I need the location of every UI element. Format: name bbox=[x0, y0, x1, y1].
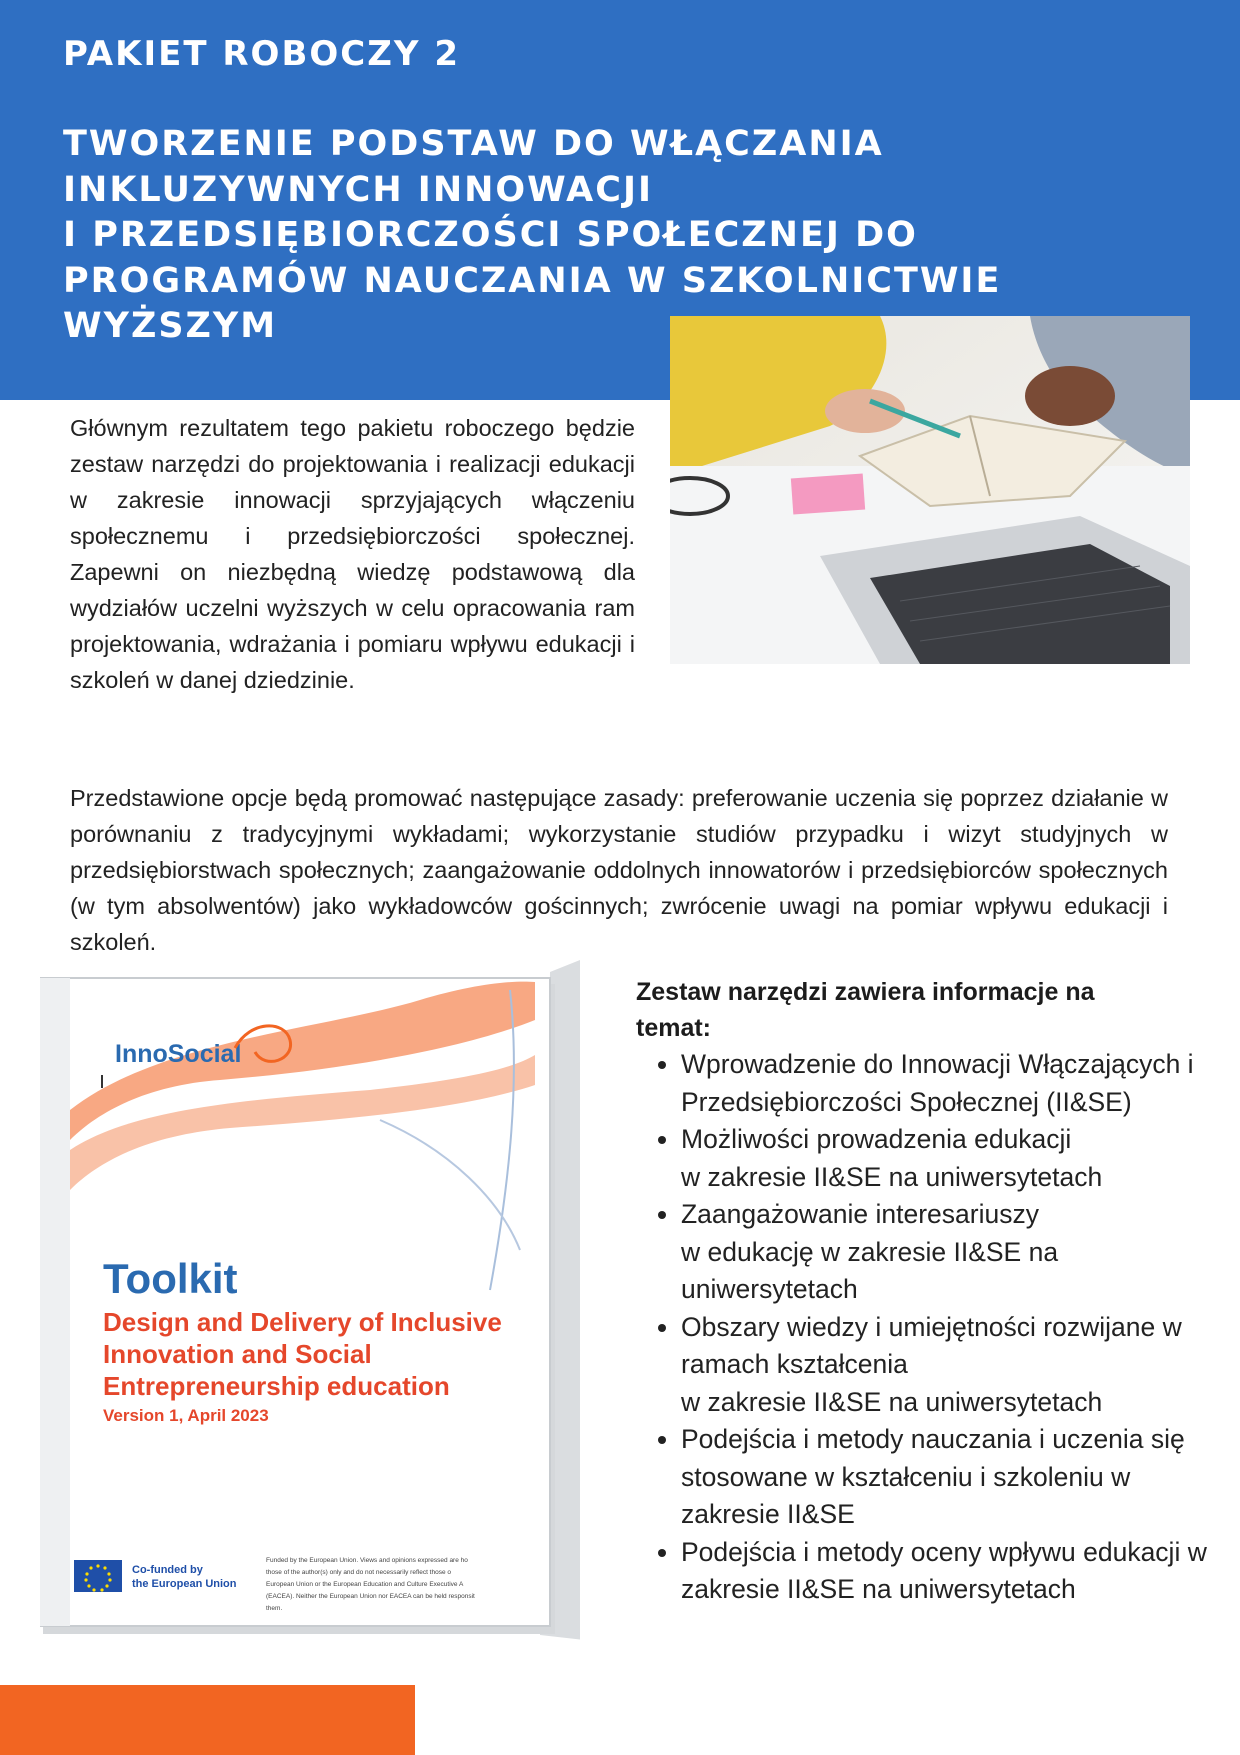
list-item: • Wprowadzenie do Innowacji Włączających i Przedsiębiorczości Społecznej (II&SE) bbox=[681, 1046, 1211, 1121]
principles-paragraph: Przedstawione opcje będą promować następujące zasady: preferowanie uczenia się poprzez działanie w porównaniu z tradycyjnymi wykładami; wykorzystanie studiów przypadku i wizyt studyjnych w przedsiębiorstwach społecznych; zaangażowanie oddolnych innowatorów i przedsiębiorców społecznych (w tym absolwentów) jako wykładowców gościnnych; zwrócenie uwagi na pomiar wpływu edukacji i szkoleń. bbox=[70, 785, 1168, 955]
disclaimer-line: Funded by the European Union. Views and opinions expressed are ho bbox=[266, 1557, 468, 1564]
book-brand: InnoSocial bbox=[115, 1040, 242, 1068]
list-item: • Zaangażowanie interesariuszy w edukację w zakresie II&SE na uniwersytetach bbox=[681, 1196, 1211, 1309]
book-version: Version 1, April 2023 bbox=[103, 1406, 269, 1425]
book-subtitle-line: Entrepreneurship education bbox=[103, 1371, 450, 1401]
package-label: PAKIET ROBOCZY 2 bbox=[63, 34, 460, 74]
list-item: • Podejścia i metody oceny wpływu edukacji w zakresie II&SE na uniwersytetach bbox=[681, 1534, 1211, 1609]
book-title: Toolkit bbox=[103, 1255, 238, 1302]
toolkit-topics-list bbox=[636, 1046, 1211, 1609]
orange-accent-bar bbox=[0, 1685, 415, 1755]
page-title: TWORZENIE PODSTAW DO WŁĄCZANIA INKLUZYWNYCH INNOWACJI I PRZEDSIĘBIORCZOŚCI SPOŁECZNEJ DO PROGRAMÓW NAUCZANIA W SZKOLNICTWIE WYŻSZYM bbox=[63, 124, 1002, 346]
list-item: • Podejścia i metody nauczania i uczenia się stosowane w kształceniu i szkoleniu w zakresie II&SE bbox=[681, 1421, 1211, 1534]
list-item: • Obszary wiedzy i umiejętności rozwijane w ramach kształcenia w zakresie II&SE na uniwersytetach bbox=[681, 1309, 1211, 1422]
disclaimer-line: European Union or the European Education and Culture Executive A bbox=[266, 1581, 464, 1588]
intro-paragraph: Głównym rezultatem tego pakietu roboczego będzie zestaw narzędzi do projektowania i realizacji edukacji w zakresie innowacji sprzyjających włączeniu społecznemu i przedsiębiorczości społecznej. Zapewni on niezbędną wiedzę podstawową dla wydziałów uczelni wyższych w celu opracowania ram projektowania, wdrażania i pomiaru wpływu edukacji i szkoleń w danej dziedzinie. bbox=[70, 415, 635, 693]
toolkit-heading: Zestaw narzędzi zawiera informacje na temat: bbox=[636, 978, 1095, 1042]
students-photo bbox=[670, 316, 1190, 664]
toolkit-cover-image bbox=[40, 960, 580, 1640]
cofunded-line: Co-funded by bbox=[132, 1564, 203, 1576]
cofunded-line: the European Union bbox=[132, 1578, 237, 1590]
disclaimer-line: them. bbox=[266, 1605, 283, 1612]
disclaimer-line: (EACEA). Neither the European Union nor EACEA can be held responsit bbox=[266, 1593, 475, 1600]
list-item: • Możliwości prowadzenia edukacji w zakresie II&SE na uniwersytetach bbox=[681, 1121, 1211, 1196]
disclaimer-line: those of the author(s) only and do not necessarily reflect those o bbox=[266, 1569, 451, 1576]
book-subtitle-line: Design and Delivery of Inclusive bbox=[103, 1307, 502, 1337]
book-subtitle-line: Innovation and Social bbox=[103, 1339, 372, 1369]
eu-flag-icon bbox=[74, 1560, 122, 1592]
